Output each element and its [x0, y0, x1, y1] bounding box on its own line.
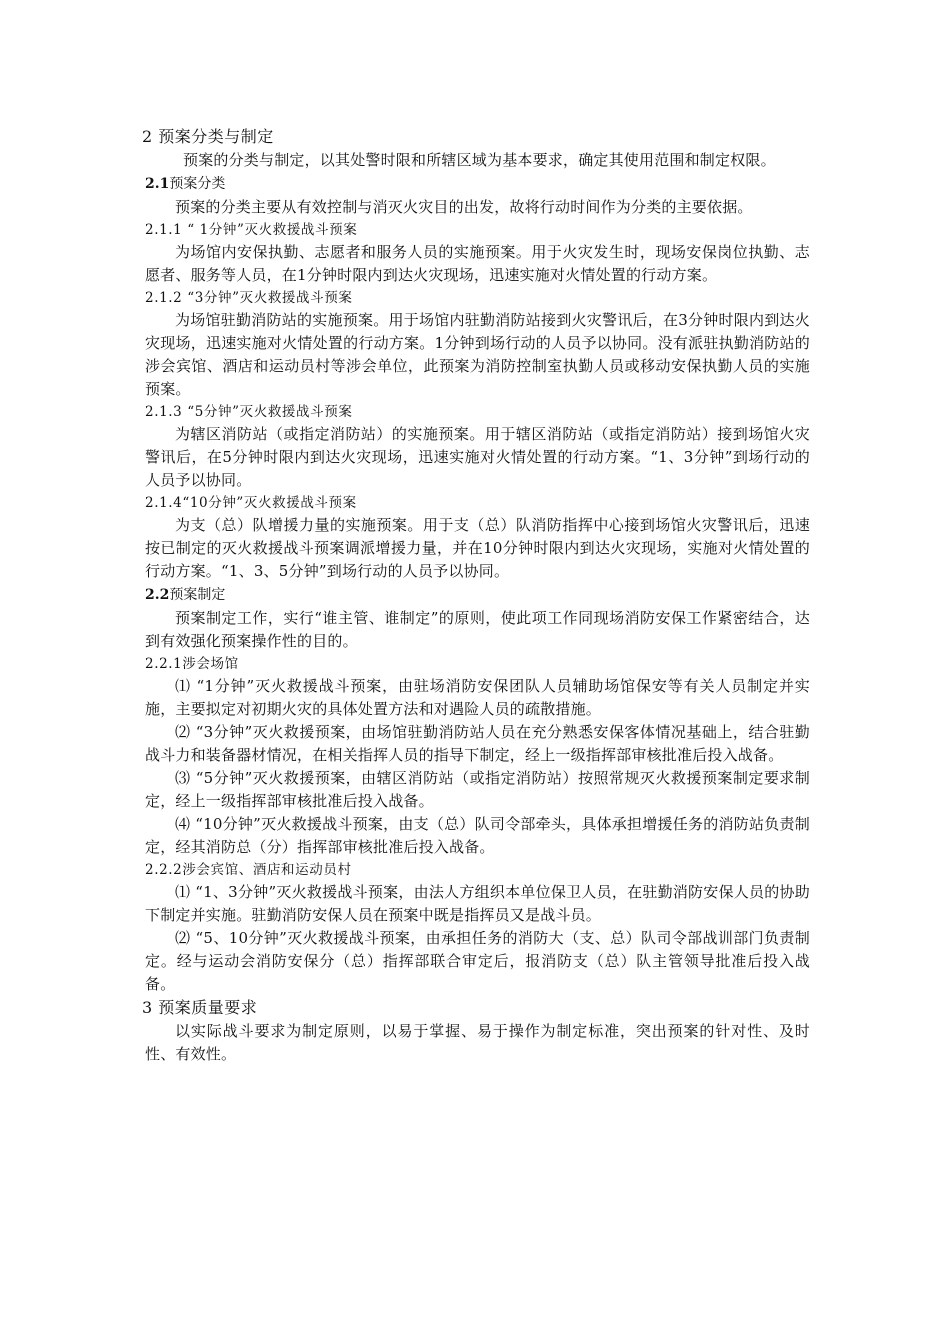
section-2-1-2-body: 为场馆驻勤消防站的实施预案。用于场馆内驻勤消防站接到火灾警讯后，在3分钟时限内到达火灾现场，迅速实施对火情处置的行动方案。1分钟到场行动的人员予以协同。没有派驻执勤消防站的涉会宾馆、酒店和运动员村等涉会单位，此预案为消防控制室执勤人员或移动安保执勤人员的实施预案。	[145, 311, 810, 398]
section-2-2-intro: 预案制定工作，实行“谁主管、谁制定”的原则，使此项工作同现场消防安保工作紧密结合，达到有效强化预案操作性的目的。	[145, 609, 810, 650]
section-2-1-3-body: 为辖区消防站（或指定消防站）的实施预案。用于辖区消防站（或指定消防站）接到场馆火灾警讯后，在5分钟时限内到达火灾现场，迅速实施对火情处置的行动方案。“1、3分钟”到场行动的人员予以协同。	[145, 425, 810, 489]
section-2-heading: 2 预案分类与制定	[142, 127, 274, 146]
document-body	[142, 125, 810, 1066]
section-2-2-1-item: ⑷ “10分钟”灭火救援战斗预案，由支（总）队司令部牵头，具体承担增援任务的消防站负责制定，经其消防总（分）指挥部审核批准后投入战备。	[145, 815, 810, 856]
section-2-2-1-item: ⑴ “1分钟”灭火救援战斗预案，由驻场消防安保团队人员辅助场馆保安等有关人员制定并实施，主要拟定对初期火灾的具体处置方法和对遇险人员的疏散措施。	[145, 677, 810, 718]
section-2-1-1-heading: 2.1.1 “ 1分钟”灭火救援战斗预案	[145, 222, 358, 238]
section-2-1-3-heading: 2.1.3 “5分钟”灭火救援战斗预案	[145, 404, 353, 420]
section-2-1-number: 2.1	[145, 176, 170, 192]
section-2-1-1-body: 为场馆内安保执勤、志愿者和服务人员的实施预案。用于火灾发生时，现场安保岗位执勤、志愿者、服务等人员，在1分钟时限内到达火灾现场，迅速实施对火情处置的行动方案。	[145, 243, 810, 284]
section-2-intro: 预案的分类与制定，以其处警时限和所辖区域为基本要求，确定其使用范围和制定权限。	[183, 151, 776, 169]
section-2-2-1-item: ⑵ “3分钟”灭火救援预案，由场馆驻勤消防站人员在充分熟悉安保客体情况基础上，结合驻勤战斗力和装备器材情况，在相关指挥人员的指导下制定，经上一级指挥部审核批准后投入战备。	[145, 723, 810, 764]
section-2-2-heading	[145, 583, 810, 607]
section-2-2-2-item: ⑵ “5、10分钟”灭火救援战斗预案，由承担任务的消防大（支、总）队司令部战训部门负责制定。经与运动会消防安保分（总）指挥部联合审定后，报消防支（总）队主管领导批准后投入战备。	[145, 929, 810, 993]
section-3-heading: 3 预案质量要求	[142, 998, 258, 1017]
section-2-2-2-heading: 2.2.2涉会宾馆、酒店和运动员村	[145, 862, 352, 878]
section-2-1-4-body: 为支（总）队增援力量的实施预案。用于支（总）队消防指挥中心接到场馆火灾警讯后，迅速按已制定的灭火救援战斗预案调派增援力量，并在10分钟时限内到达火灾现场，实施对火情处置的行动方案。“1、3、5分钟”到场行动的人员予以协同。	[145, 516, 810, 580]
section-2-1-4-heading: 2.1.4“10分钟”灭火救援战斗预案	[145, 495, 357, 511]
section-2-2-number: 2.2	[145, 587, 170, 603]
section-2-1-intro: 预案的分类主要从有效控制与消灭火灾目的出发，故将行动时间作为分类的主要依据。	[175, 198, 753, 216]
section-3-body: 以实际战斗要求为制定原则，以易于掌握、易于操作为制定标准，突出预案的针对性、及时性、有效性。	[145, 1022, 810, 1063]
section-2-2-1-heading: 2.2.1涉会场馆	[145, 656, 239, 672]
section-2-2-2-item: ⑴ “1、3分钟”灭火救援战斗预案，由法人方组织本单位保卫人员，在驻勤消防安保人员的协助下制定并实施。驻勤消防安保人员在预案中既是指挥员又是战斗员。	[145, 883, 810, 924]
section-2-1-heading	[145, 172, 810, 196]
section-2-1-2-heading: 2.1.2 “3分钟”灭火救援战斗预案	[145, 290, 353, 306]
section-2-2-title: 预案制定	[169, 587, 226, 603]
section-2-1-title: 预案分类	[169, 176, 226, 192]
section-2-2-1-item: ⑶ “5分钟”灭火救援预案，由辖区消防站（或指定消防站）按照常规灭火救援预案制定要求制定，经上一级指挥部审核批准后投入战备。	[145, 769, 810, 810]
